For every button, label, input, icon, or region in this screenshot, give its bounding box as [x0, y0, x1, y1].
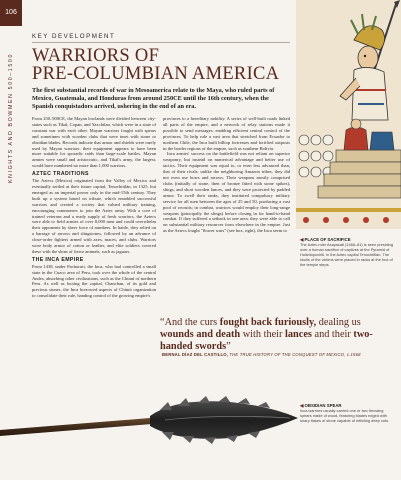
- text-column-2: [163, 116, 290, 312]
- quote-attribution: BERNAL DÍAZ DEL CASTILLO, THE TRUE HISTORY OF THE CONQUEST OF MEXICO, c.1568: [162, 352, 361, 357]
- heading-aztec: AZTEC TRADITIONS: [32, 171, 89, 178]
- triangle-bullet-icon: ◀: [300, 237, 304, 242]
- page-number: 106: [0, 0, 22, 26]
- paragraph-maya: From 250–900CE, the Mayan lowlands were divided between city-states such as Tikal, Copan, and Yaxchilan, which were in a state of constant war with each other. Mayan warriors fought with spears and sometimes with wooden clubs that were inset with stone or obsidian blades. Records indicate that armor and shields were rarely used by Mayan warriors: their equipment appears to have been more suitable for sporadic raids than large-scale battles. Mayan armies were small and aristocratic, and Tikal's army, the largest, would have numbered no more than 1,000 warriors.: [32, 116, 156, 169]
- caption-place-of-sacrifice: ◀ PLACE OF SACRIFICE The Aztec ruler Axayacatl (1468–81) is seen presiding over a human sacrifice of captives at the Pyramid of Huitzilopochtli, in the Aztec capital Tenochtitlán. The skulls of the victims were placed in racks at the foot of the temple steps.: [300, 237, 393, 267]
- divider: [32, 42, 290, 43]
- page-title: WARRIORS OF PRE-COLUMBIAN AMERICA: [32, 46, 280, 84]
- heading-inca: THE INCA EMPIRE: [32, 256, 84, 263]
- pull-quote: “And the curs fought back furiously, dealing us wounds and death with their lances and their two-handed swords”: [160, 317, 373, 352]
- intro-paragraph: The first substantial records of war in Mesoamerica relate to the Maya, who ruled parts of Mexico, Guatemala, and Honduras from around 250CE until the 16th century, when the Spanish conquistadors arrived, ushering in the end of an era.: [32, 87, 275, 110]
- running-head: KNIGHTS AND BOWMEN 500–1500: [8, 52, 14, 183]
- caption-obsidian-spear: ◀ OBSIDIAN SPEAR Inca warriors usually carried one or two throwing spears made of wood, featuring blades edged with sharp flakes of stone capable of inflicting deep cuts.: [300, 403, 390, 423]
- paragraph-aztec: The Aztecs (Mexica) originated from the Valley of Mexico and eventually settled at their future capital, Tenochtitlán, in 1325, but emerged as an imperial power only in the mid-15th century. They built up a system based on tribute, which ennobled successful warriors and created a society that valued military training, encouraging commoners to join the Aztec army. With a core of trained veterans and a ready supply of fresh warriors, the Aztecs were able to field armies of over 8,000 men and could overwhelm their opponents by sheer force of numbers. In battle, they relied on a barrage of arrows and slingstones, followed by an advance of close-order fighters armed with axes, maces, and clubs. Warriors wore body armor of cotton or leather, and elite soldiers covered these with the skins of fierce animals, such as jaguars.: [32, 178, 156, 254]
- triangle-bullet-icon: ◀: [300, 403, 304, 408]
- paragraph-inca-provinces: provinces to a hereditary nobility. A series of well-built roads linked all parts of the empire, and a network of relay stations made it possible to send messages, enabling efficient central control of the provinces. To help rule a vast area that stretched from Ecuador to northern Chile, the Inca built hilltop fortresses and fortified outposts in the border regions of the empire, such as southern Bolivia.: [163, 116, 290, 151]
- paragraph-inca-armies: Inca armies' success on the battlefield was not reliant on superior weaponry, but instead on numerical advantage and better use of tactics. Their equipment was equal to, or even less advanced than, that of their rivals; unlike the neighboring Amazon tribes, they did not even use bows and arrows. Their weapons mostly comprised clubs (initially of stone, then of bronze fitted with stone spikes), slings, and short wooden lances, and they were protected by padded armor. To swell their ranks, they instituted compulsory military service for all men between the ages of 25 and 50, producing a vast pool of recruits; in combat, warriors would employ their long-range weapons (principally the slings) before closing in for hand-to-hand combat. If they suffered a setback in one area, they were able to call on substantial military resources from elsewhere in the empire. Just as the Aztecs fought "flower wars" (see box, right), the Inca seem to: [163, 151, 290, 234]
- paragraph-inca: From 1438, under Pachacuti, the Inca, who had controlled a small state in the Cuzco area of Peru, took over the whole of the central Andes, absorbing other civilizations, such as the Chimú of northern Peru. As well as looting the capital, Chanchan, of its gold and precious stones, the Inca borrowed aspects of Chimú organization to consolidate their rule, handing control of the growing empire's: [32, 263, 156, 299]
- codex-illustration: [296, 0, 401, 229]
- section-kicker: KEY DEVELOPMENT: [32, 33, 116, 40]
- obsidian-spear-image: [0, 380, 300, 472]
